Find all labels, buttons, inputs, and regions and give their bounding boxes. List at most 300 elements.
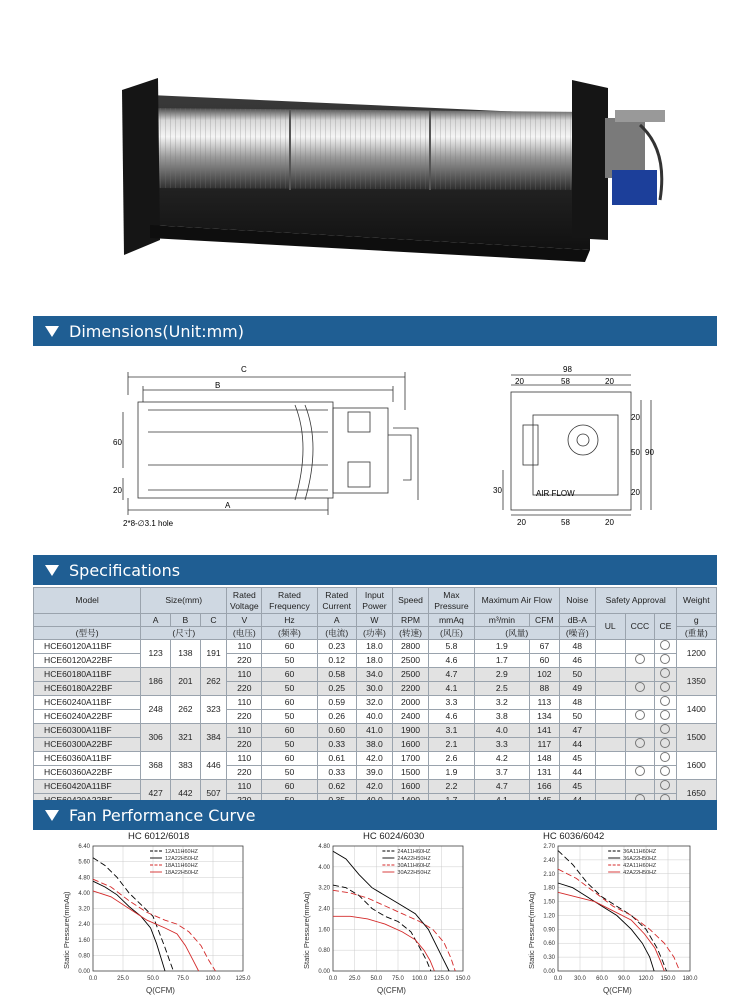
table-cell: 0.62 xyxy=(317,780,356,794)
table-cell: 0.60 xyxy=(317,724,356,738)
table-cell: 186 xyxy=(141,668,171,696)
table-cell: 368 xyxy=(141,752,171,780)
table-cell: 0.59 xyxy=(317,696,356,710)
table-cell: 60 xyxy=(529,654,559,668)
spec-table xyxy=(33,587,717,808)
chart-title: HC 6012/6018 xyxy=(128,831,190,842)
ce-mark-icon xyxy=(660,724,670,734)
section-title: Specifications xyxy=(69,560,181,580)
y-tick-label: 0.80 xyxy=(78,953,90,960)
table-cell: 220 xyxy=(227,710,262,724)
y-tick-label: 4.80 xyxy=(318,844,330,850)
series-line xyxy=(333,885,431,971)
table-cell: 3.1 xyxy=(429,724,475,738)
table-cell: 138 xyxy=(171,640,201,668)
table-cell: 131 xyxy=(529,766,559,780)
table-cell: 2.5 xyxy=(474,682,529,696)
table-cell: 2500 xyxy=(392,668,428,682)
table-cell: HCE60360A22BF xyxy=(34,766,141,780)
table-cell: 45 xyxy=(559,752,595,766)
table-cell: 134 xyxy=(529,710,559,724)
table-cell xyxy=(625,682,655,696)
table-cell xyxy=(595,654,625,668)
ce-mark-icon xyxy=(660,738,670,748)
dim-20-bottom-right: 20 xyxy=(605,518,614,527)
th-power: Input Power xyxy=(356,588,392,614)
table-cell: 32.0 xyxy=(356,696,392,710)
y-tick-label: 2.70 xyxy=(543,844,555,850)
table-cell: 5.8 xyxy=(429,640,475,654)
x-tick-label: 0.0 xyxy=(328,976,338,982)
table-cell: 248 xyxy=(141,696,171,724)
ccc-mark-icon xyxy=(635,710,645,720)
table-cell xyxy=(595,668,625,682)
th-unit-b: B xyxy=(171,614,201,627)
table-cell: 2000 xyxy=(392,696,428,710)
table-cell: 40.0 xyxy=(356,710,392,724)
th-cn-w: (功率) xyxy=(356,627,392,640)
table-cell xyxy=(655,752,676,766)
table-cell: 384 xyxy=(200,724,227,752)
dim-b-label: B xyxy=(215,381,221,390)
table-cell: 41.0 xyxy=(356,724,392,738)
th-blank xyxy=(34,614,141,627)
legend-entry: 12A22H50HZ xyxy=(165,856,199,862)
th-frequency: Rated Frequency xyxy=(262,588,317,614)
legend-entry: 36A11H60HZ xyxy=(623,849,657,855)
table-cell: 18.0 xyxy=(356,640,392,654)
table-cell: HCE60120A11BF xyxy=(34,640,141,654)
x-tick-label: 125.0 xyxy=(235,976,251,982)
table-row xyxy=(34,766,717,780)
th-unit-amp: A xyxy=(317,614,356,627)
table-cell: 44 xyxy=(559,766,595,780)
ce-mark-icon xyxy=(660,696,670,706)
table-cell: 1500 xyxy=(676,724,716,752)
table-cell: 45 xyxy=(559,780,595,794)
y-tick-label: 0.30 xyxy=(543,955,555,962)
table-cell: 220 xyxy=(227,682,262,696)
table-row xyxy=(34,668,717,682)
legend-entry: 30A11H60HZ xyxy=(397,863,431,869)
ce-mark-icon xyxy=(660,682,670,692)
triangle-down-icon xyxy=(45,810,59,821)
table-cell: 48 xyxy=(559,696,595,710)
table-row xyxy=(34,696,717,710)
legend-entry: 36A22H50HZ xyxy=(623,856,657,862)
table-cell: HCE60420A11BF xyxy=(34,780,141,794)
series-line xyxy=(333,851,449,971)
table-cell: 34.0 xyxy=(356,668,392,682)
table-cell: HCE60300A11BF xyxy=(34,724,141,738)
triangle-down-icon xyxy=(45,326,59,337)
table-cell xyxy=(625,710,655,724)
table-cell xyxy=(595,682,625,696)
table-cell: 2800 xyxy=(392,640,428,654)
th-weight: Weight xyxy=(676,588,716,614)
table-cell: HCE60180A11BF xyxy=(34,668,141,682)
th-model: Model xyxy=(34,588,141,614)
table-cell: 220 xyxy=(227,766,262,780)
th-noise: Noise xyxy=(559,588,595,614)
ce-mark-icon xyxy=(660,654,670,664)
table-cell xyxy=(625,640,655,654)
table-cell: 0.23 xyxy=(317,640,356,654)
x-tick-label: 125.0 xyxy=(433,976,449,982)
table-cell: 50 xyxy=(262,710,317,724)
table-cell: 3.8 xyxy=(474,710,529,724)
x-tick-label: 90.0 xyxy=(618,976,630,982)
dimension-drawing xyxy=(33,350,717,550)
table-cell: 110 xyxy=(227,724,262,738)
table-cell: 4.0 xyxy=(474,724,529,738)
ccc-mark-icon xyxy=(635,682,645,692)
section-title: Fan Performance Curve xyxy=(69,805,256,825)
table-cell: 442 xyxy=(171,780,201,808)
table-cell xyxy=(655,738,676,752)
table-cell: 1600 xyxy=(392,780,428,794)
y-tick-label: 3.20 xyxy=(78,906,90,913)
table-cell xyxy=(595,724,625,738)
th-unit-c: C xyxy=(200,614,227,627)
table-cell: 4.7 xyxy=(474,780,529,794)
legend-entry: 18A11H60HZ xyxy=(165,863,198,869)
table-cell: 50 xyxy=(559,710,595,724)
table-cell: 60 xyxy=(262,724,317,738)
dim-60-label: 60 xyxy=(113,438,122,447)
y-tick-label: 3.20 xyxy=(318,885,330,892)
table-cell: 166 xyxy=(529,780,559,794)
table-cell: 0.25 xyxy=(317,682,356,696)
table-cell xyxy=(655,766,676,780)
x-axis-label: Q(CFM) xyxy=(146,986,175,995)
table-cell: 4.6 xyxy=(429,654,475,668)
x-tick-label: 120.0 xyxy=(638,976,654,982)
table-row xyxy=(34,710,717,724)
y-tick-label: 1.80 xyxy=(543,885,555,892)
x-tick-label: 30.0 xyxy=(574,976,586,982)
table-cell: 0.33 xyxy=(317,738,356,752)
y-tick-label: 2.40 xyxy=(543,857,555,864)
y-tick-label: 4.80 xyxy=(78,875,90,882)
th-cn-hz: (频率) xyxy=(262,627,317,640)
y-tick-label: 5.60 xyxy=(78,859,90,866)
table-cell: 323 xyxy=(200,696,227,724)
table-cell: 4.1 xyxy=(429,682,475,696)
table-cell xyxy=(625,696,655,710)
table-cell: 201 xyxy=(171,668,201,696)
table-cell: 110 xyxy=(227,696,262,710)
table-cell: 321 xyxy=(171,724,201,752)
table-cell: 3.3 xyxy=(474,738,529,752)
table-cell: 42.0 xyxy=(356,752,392,766)
series-line xyxy=(333,916,434,971)
ccc-mark-icon xyxy=(635,654,645,664)
table-cell: 0.33 xyxy=(317,766,356,780)
table-cell: 113 xyxy=(529,696,559,710)
dim-30-left: 30 xyxy=(493,486,502,495)
x-tick-label: 50.0 xyxy=(147,976,159,982)
ce-mark-icon xyxy=(660,766,670,776)
dim-c-label: C xyxy=(241,365,247,374)
series-line xyxy=(333,890,455,971)
dimensions-header xyxy=(33,316,717,346)
th-airflow: Maximum Air Flow xyxy=(474,588,559,614)
table-cell: HCE60240A11BF xyxy=(34,696,141,710)
table-cell xyxy=(595,696,625,710)
table-cell: 123 xyxy=(141,640,171,668)
dim-a-label: A xyxy=(225,501,231,510)
th-size: Size(mm) xyxy=(141,588,227,614)
table-cell xyxy=(655,654,676,668)
table-cell: HCE60240A22BF xyxy=(34,710,141,724)
table-cell: 38.0 xyxy=(356,738,392,752)
table-cell: 262 xyxy=(171,696,201,724)
table-cell: 117 xyxy=(529,738,559,752)
table-cell xyxy=(625,766,655,780)
th-unit-rpm: RPM xyxy=(392,614,428,627)
ce-mark-icon xyxy=(660,752,670,762)
airflow-label: AIR FLOW xyxy=(536,489,575,498)
y-axis-label: Static Pressure(mmAq) xyxy=(62,891,71,969)
table-cell: 0.61 xyxy=(317,752,356,766)
table-cell: 1600 xyxy=(392,738,428,752)
legend-entry: 24A22H50HZ xyxy=(397,856,431,862)
table-cell: 39.0 xyxy=(356,766,392,780)
legend-entry: 12A11H60HZ xyxy=(165,849,198,855)
ce-mark-icon xyxy=(660,640,670,650)
x-tick-label: 25.0 xyxy=(348,976,361,982)
table-cell xyxy=(625,752,655,766)
table-cell: 507 xyxy=(200,780,227,808)
table-cell: 18.0 xyxy=(356,654,392,668)
table-cell: HCE60360A11BF xyxy=(34,752,141,766)
th-cn-v: (电压) xyxy=(227,627,262,640)
table-cell: 191 xyxy=(200,640,227,668)
x-tick-label: 0.0 xyxy=(553,976,563,982)
th-cn-noise: (噪音) xyxy=(559,627,595,640)
x-tick-label: 25.0 xyxy=(117,976,129,982)
table-cell: 2400 xyxy=(392,710,428,724)
table-cell: 110 xyxy=(227,668,262,682)
table-cell: 1.9 xyxy=(474,640,529,654)
x-tick-label: 180.0 xyxy=(682,976,698,982)
table-cell: 48 xyxy=(559,640,595,654)
x-axis-label: Q(CFM) xyxy=(377,986,406,995)
table-cell: 0.12 xyxy=(317,654,356,668)
table-cell xyxy=(595,766,625,780)
y-tick-label: 0.00 xyxy=(543,969,555,975)
th-ul: UL xyxy=(595,614,625,640)
x-tick-label: 100.0 xyxy=(412,976,428,982)
dim-90-right: 90 xyxy=(645,448,654,457)
th-unit-w: W xyxy=(356,614,392,627)
y-tick-label: 1.60 xyxy=(318,927,330,934)
table-row xyxy=(34,752,717,766)
th-unit-cfm: CFM xyxy=(529,614,559,627)
series-line xyxy=(93,858,173,971)
table-cell: 60 xyxy=(262,640,317,654)
section-title: Dimensions(Unit:mm) xyxy=(69,321,244,341)
table-cell: 60 xyxy=(262,668,317,682)
table-cell: 1900 xyxy=(392,724,428,738)
hole-label: 2*8-∅3.1 hole xyxy=(123,519,174,528)
table-row xyxy=(34,738,717,752)
th-cn-size: (尺寸) xyxy=(141,627,227,640)
table-cell: 306 xyxy=(141,724,171,752)
performance-header xyxy=(33,800,717,830)
chart-title: HC 6036/6042 xyxy=(543,831,605,842)
table-row xyxy=(34,654,717,668)
table-cell: 427 xyxy=(141,780,171,808)
y-tick-label: 0.90 xyxy=(543,927,555,934)
x-axis-label: Q(CFM) xyxy=(602,986,632,995)
th-cn-model: (型号) xyxy=(34,627,141,640)
ce-mark-icon xyxy=(660,780,670,790)
table-cell: 1.7 xyxy=(474,654,529,668)
table-cell: 42.0 xyxy=(356,780,392,794)
table-cell xyxy=(595,738,625,752)
th-cn-rpm: (转速) xyxy=(392,627,428,640)
table-cell: 1650 xyxy=(676,780,716,808)
x-tick-label: 150.0 xyxy=(660,976,676,982)
table-cell: HCE60180A22BF xyxy=(34,682,141,696)
table-cell: 262 xyxy=(200,668,227,696)
dim-20-top-left: 20 xyxy=(515,377,524,386)
y-tick-label: 6.40 xyxy=(78,844,90,850)
table-cell: 4.6 xyxy=(429,710,475,724)
specifications-header xyxy=(33,555,717,585)
table-cell xyxy=(595,780,625,794)
table-cell: 2.6 xyxy=(429,752,475,766)
y-tick-label: 0.00 xyxy=(78,969,90,975)
y-tick-label: 1.60 xyxy=(78,937,90,944)
table-cell: 60 xyxy=(262,752,317,766)
y-axis-label: Static Pressure(mmAq) xyxy=(302,891,311,969)
table-cell: 50 xyxy=(262,654,317,668)
ce-mark-icon xyxy=(660,668,670,678)
table-cell: HCE60300A22BF xyxy=(34,738,141,752)
table-row xyxy=(34,780,717,794)
table-cell xyxy=(625,780,655,794)
th-cn-flow: (风量) xyxy=(474,627,559,640)
table-cell: 88 xyxy=(529,682,559,696)
y-tick-label: 2.40 xyxy=(318,906,330,913)
th-voltage: Rated Voltage xyxy=(227,588,262,614)
table-cell: 3.7 xyxy=(474,766,529,780)
th-ccc: CCC xyxy=(625,614,655,640)
legend-entry: 24A11H60HZ xyxy=(397,849,431,855)
y-tick-label: 4.00 xyxy=(318,864,330,871)
table-cell xyxy=(625,668,655,682)
table-cell xyxy=(625,738,655,752)
table-cell xyxy=(625,724,655,738)
table-cell xyxy=(655,780,676,794)
table-cell: 47 xyxy=(559,724,595,738)
dim-20-top-right: 20 xyxy=(605,377,614,386)
legend-entry: 42A11H60HZ xyxy=(623,863,657,869)
table-cell: 49 xyxy=(559,682,595,696)
table-cell: 1.9 xyxy=(429,766,475,780)
x-tick-label: 100.0 xyxy=(205,976,221,982)
th-safety: Safety Approval xyxy=(595,588,676,614)
table-cell: 4.2 xyxy=(474,752,529,766)
x-tick-label: 150.0 xyxy=(455,976,471,982)
th-ce: CE xyxy=(655,614,676,640)
table-cell: 2200 xyxy=(392,682,428,696)
th-cn-weight: (重量) xyxy=(676,627,716,640)
table-cell xyxy=(655,710,676,724)
product-photo xyxy=(0,0,750,300)
table-cell: 1400 xyxy=(676,696,716,724)
table-cell: 1700 xyxy=(392,752,428,766)
th-current: Rated Current xyxy=(317,588,356,614)
triangle-down-icon xyxy=(45,565,59,576)
table-cell: 1500 xyxy=(392,766,428,780)
dim-98-label: 98 xyxy=(563,365,572,374)
series-line xyxy=(558,892,664,971)
y-axis-label: Static Pressure(mmAq) xyxy=(527,891,536,969)
legend-entry: 18A22H50HZ xyxy=(165,870,199,876)
ccc-mark-icon xyxy=(635,766,645,776)
table-cell: 2.9 xyxy=(474,668,529,682)
table-cell: 148 xyxy=(529,752,559,766)
table-cell xyxy=(625,654,655,668)
table-cell: 3.2 xyxy=(474,696,529,710)
table-cell: 60 xyxy=(262,780,317,794)
dim-20-right-top: 20 xyxy=(631,413,640,422)
th-unit-db: dB-A xyxy=(559,614,595,627)
table-cell xyxy=(655,724,676,738)
table-cell xyxy=(655,696,676,710)
th-speed: Speed xyxy=(392,588,428,614)
th-cn-a: (电流) xyxy=(317,627,356,640)
table-cell: 67 xyxy=(529,640,559,654)
table-cell: 50 xyxy=(262,766,317,780)
table-cell: 141 xyxy=(529,724,559,738)
th-unit-g: g xyxy=(676,614,716,627)
th-unit-m3: m³/min xyxy=(474,614,529,627)
table-cell xyxy=(655,682,676,696)
y-tick-label: 2.40 xyxy=(78,922,90,929)
table-cell: 220 xyxy=(227,654,262,668)
ccc-mark-icon xyxy=(635,738,645,748)
dim-20-label: 20 xyxy=(113,486,122,495)
th-cn-p: (风压) xyxy=(429,627,475,640)
x-tick-label: 75.0 xyxy=(392,976,404,982)
legend-entry: 30A22H50HZ xyxy=(397,870,431,876)
y-tick-label: 2.10 xyxy=(543,871,555,878)
table-cell: 3.3 xyxy=(429,696,475,710)
table-cell: 1350 xyxy=(676,668,716,696)
table-cell xyxy=(595,710,625,724)
table-cell: 50 xyxy=(262,682,317,696)
table-cell: 1600 xyxy=(676,752,716,780)
table-cell: 446 xyxy=(200,752,227,780)
y-tick-label: 0.60 xyxy=(543,941,555,948)
table-cell: 50 xyxy=(262,738,317,752)
table-cell xyxy=(595,640,625,654)
table-cell: 110 xyxy=(227,752,262,766)
performance-curves xyxy=(33,828,717,999)
table-cell: 110 xyxy=(227,780,262,794)
table-cell: 0.58 xyxy=(317,668,356,682)
table-cell: 30.0 xyxy=(356,682,392,696)
table-cell: 46 xyxy=(559,654,595,668)
table-cell: 2.2 xyxy=(429,780,475,794)
table-cell: 383 xyxy=(171,752,201,780)
table-cell: 1200 xyxy=(676,640,716,668)
